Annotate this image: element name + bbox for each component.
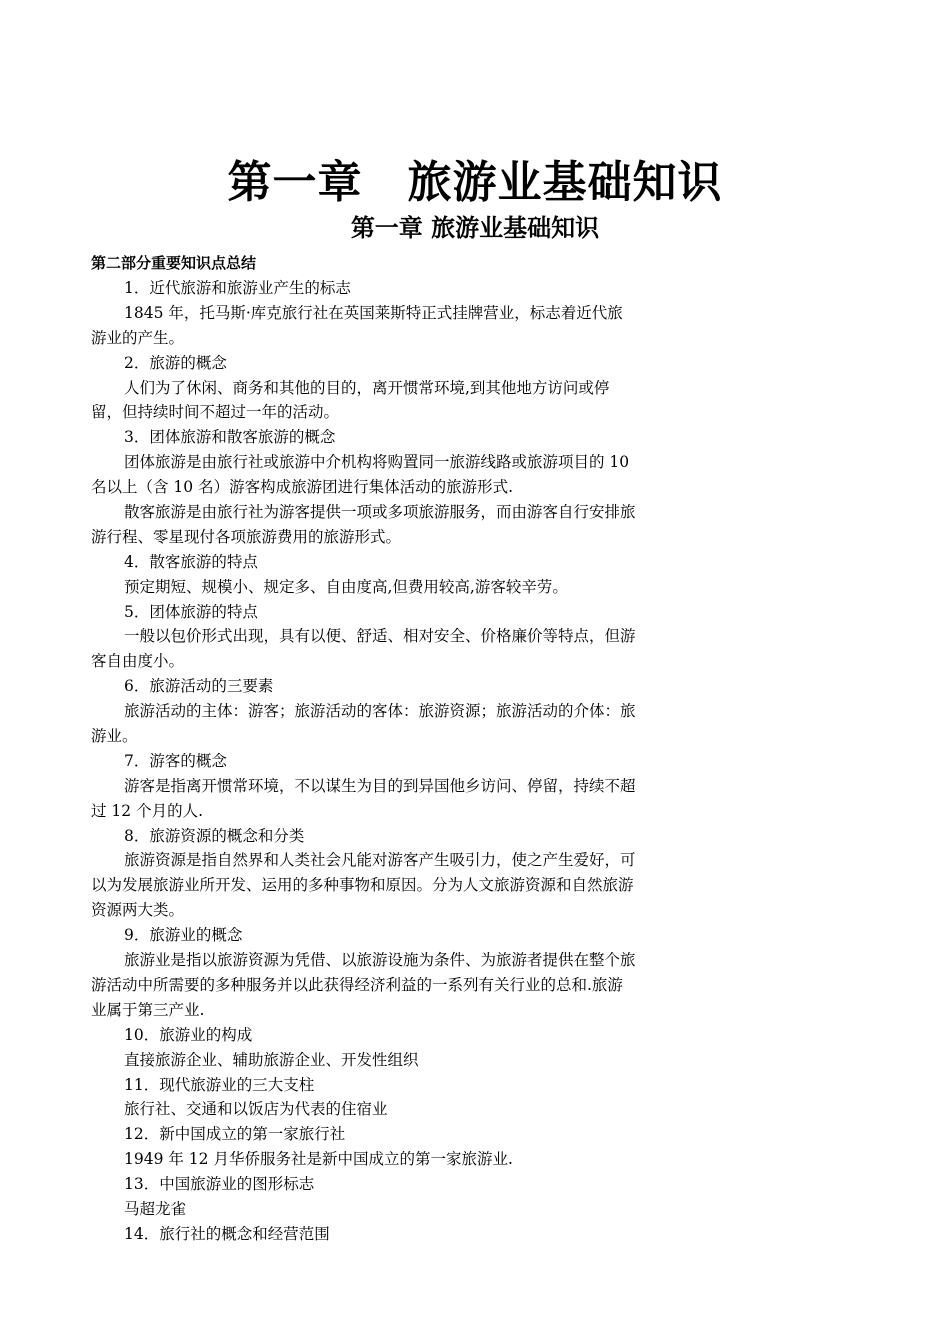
text-line: 12．新中国成立的第一家旅行社	[124, 1125, 346, 1144]
text-line: 过 12 个月的人.	[91, 801, 204, 820]
text-line: 游业的产生。	[91, 328, 185, 347]
text-line: 预定期短、规模小、规定多、自由度高,但费用较高,游客较辛劳。	[124, 577, 568, 596]
text-line: 直接旅游企业、辅助旅游企业、开发性组织	[124, 1050, 419, 1069]
text-line: 1．近代旅游和旅游业产生的标志	[124, 279, 351, 297]
text-line: 旅游资源是指自然界和人类社会凡能对游客产生吸引力，使之产生爱好，可	[124, 851, 636, 870]
text-line: 以为发展旅游业所开发、运用的多种事物和原因。分为人文旅游资源和自然旅游	[91, 876, 634, 895]
text-line: 8．旅游资源的概念和分类	[124, 826, 305, 845]
text-line: 7．游客的概念	[124, 751, 227, 770]
text-line: 2．旅游的概念	[124, 353, 227, 372]
text-line: 10．旅游业的构成	[124, 1025, 253, 1044]
text-line: 6．旅游活动的三要素	[124, 677, 274, 696]
text-line: 1949 年 12 月华侨服务社是新中国成立的第一家旅游业.	[124, 1150, 513, 1169]
text-line: 名以上（含 10 名）游客构成旅游团进行集体活动的旅游形式.	[91, 478, 514, 497]
text-line: 散客旅游是由旅行社为游客提供一项或多项旅游服务，而由游客自行安排旅	[124, 503, 636, 522]
main-title: 第一章 旅游业基础知识	[227, 157, 723, 208]
text-line: 客自由度小。	[91, 652, 185, 671]
text-line: 14．旅行社的概念和经营范围	[124, 1224, 330, 1243]
sub-title: 第一章 旅游业基础知识	[350, 214, 600, 242]
text-line: 游业。	[91, 727, 138, 746]
body-text	[91, 276, 681, 1247]
text-line: 旅游活动的主体：游客；旅游活动的客体：旅游资源；旅游活动的介体：旅	[124, 702, 636, 721]
text-line: 3．团体旅游和散客旅游的概念	[124, 428, 336, 447]
text-line: 游行程、零星现付各项旅游费用的旅游形式。	[91, 527, 402, 546]
text-line: 团体旅游是由旅行社或旅游中介机构将购置同一旅游线路或旅游项目的 10	[124, 453, 630, 472]
text-line: 9．旅游业的概念	[124, 926, 243, 945]
text-line: 旅行社、交通和以饭店为代表的住宿业	[124, 1100, 388, 1119]
text-line: 11．现代旅游业的三大支柱	[124, 1075, 315, 1094]
text-line: 1845 年，托马斯·库克旅行社在英国莱斯特正式挂牌营业，标志着近代旅	[124, 303, 623, 322]
text-line: 游客是指离开惯常环境，不以谋生为目的到异国他乡访问、停留，持续不超	[124, 776, 636, 795]
text-line: 旅游业是指以旅游资源为凭借、以旅游设施为条件、为旅游者提供在整个旅	[124, 951, 636, 970]
text-line: 业属于第三产业.	[91, 1000, 205, 1019]
text-line: 资源两大类。	[91, 901, 185, 920]
text-line: 一般以包价形式出现，具有以便、舒适、相对安全、价格廉价等特点，但游	[124, 627, 636, 646]
text-line: 人们为了休闲、商务和其他的目的，离开惯常环境,到其他地方访问或停	[124, 378, 610, 397]
text-line: 13．中国旅游业的图形标志	[124, 1175, 315, 1194]
text-line: 马超龙雀	[124, 1199, 187, 1218]
text-line: 4．散客旅游的特点	[124, 552, 258, 571]
text-line: 留，但持续时间不超过一年的活动。	[91, 403, 340, 422]
text-line: 5．团体旅游的特点	[124, 602, 258, 621]
text-line: 游活动中所需要的多种服务并以此获得经济利益的一系列有关行业的总和.旅游	[91, 975, 623, 994]
section-heading: 第二部分重要知识点总结	[91, 254, 257, 272]
